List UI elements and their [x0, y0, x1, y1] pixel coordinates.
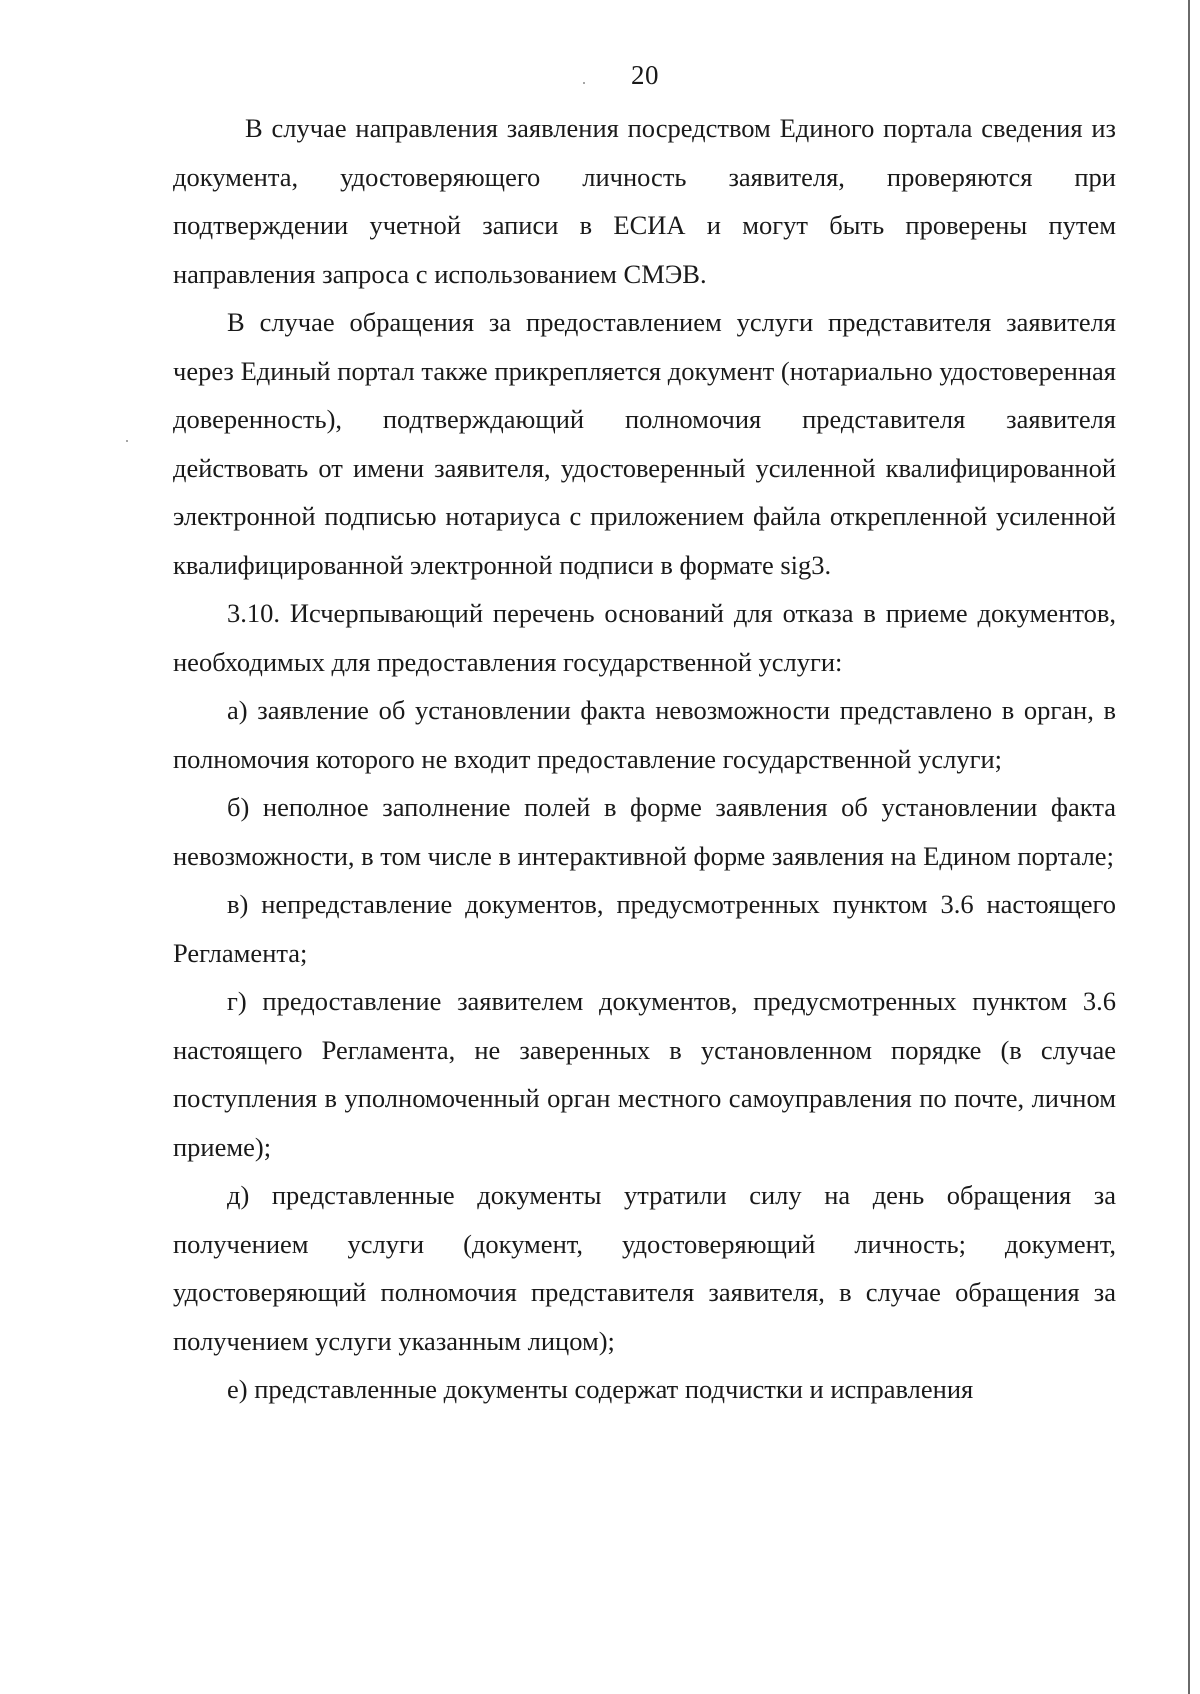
document-body	[173, 104, 1116, 1414]
paragraph-section-3-10-heading: 3.10. Исчерпывающий перечень оснований для отказа в приеме документов, необходимых для предоставления государственной услуги:	[173, 598, 1116, 677]
paragraph-single-portal-verification: В случае направления заявления посредством Единого портала сведения из документа, удостоверяющего личность заявителя, проверяются при подтверждении учетной записи в ЕСИА и могут быть проверены путем направления запроса с использованием СМЭВ.	[173, 113, 1116, 289]
list-item-b: б) неполное заполнение полей в форме заявления об установлении факта невозможности, в том числе в интерактивной форме заявления на Едином портале;	[173, 792, 1116, 871]
list-item-e: е) представленные документы содержат подчистки и исправления	[227, 1374, 974, 1404]
scan-page-edge	[1188, 0, 1190, 1694]
list-item-d: д) представленные документы утратили силу на день обращения за получением услуги (документ, удостоверяющий личность; документ, удостоверяющий полномочия представителя заявителя, в случае обращения за получением услуги указанным лицом);	[173, 1180, 1116, 1356]
list-item-a: а) заявление об установлении факта невозможности представлено в орган, в полномочия которого не входит предоставление государственной услуги;	[173, 695, 1116, 774]
list-item-v: в) непредставление документов, предусмотренных пунктом 3.6 настоящего Регламента;	[173, 889, 1116, 968]
page-number: 20	[631, 60, 659, 90]
paragraph-representative-documents: В случае обращения за предоставлением услуги представителя заявителя через Единый портал также прикрепляется документ (нотариально удостоверенная доверенность), подтверждающий полномочия представителя заявителя действовать от имени заявителя, удостоверенный усиленной квалифицированной электронной подписью нотариуса с приложением файла открепленной усиленной квалифицированной электронной подписи в формате sig3.	[173, 307, 1116, 580]
list-item-g: г) предоставление заявителем документов, предусмотренных пунктом 3.6 настоящего Регламента, не заверенных в установленном порядке (в случае поступления в уполномоченный орган местного самоуправления по почте, личном приеме);	[173, 986, 1116, 1162]
scan-speck	[126, 440, 128, 442]
